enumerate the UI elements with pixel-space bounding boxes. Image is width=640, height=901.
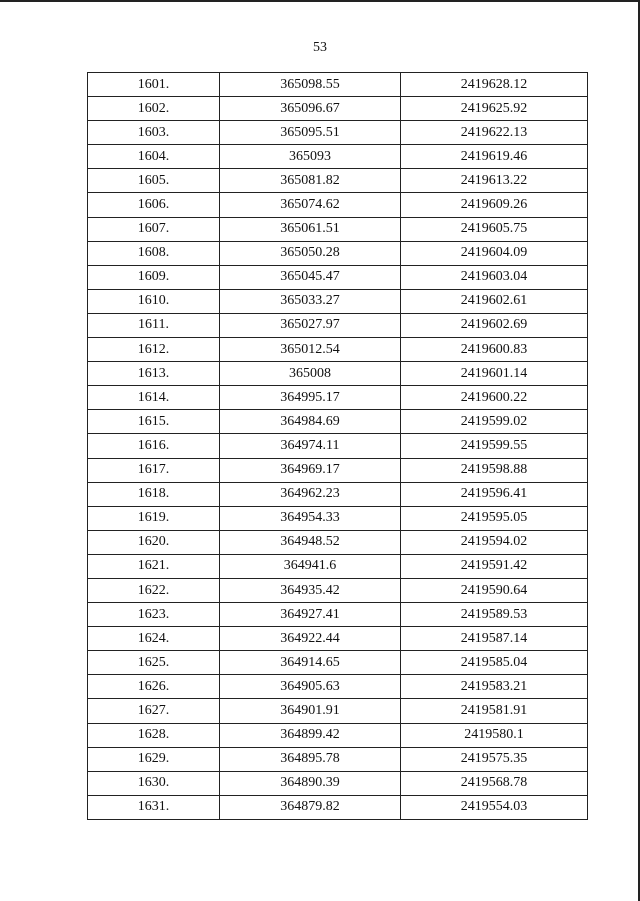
y-coordinate-cell: 2419625.92: [401, 97, 588, 121]
point-number-cell: 1602.: [88, 97, 220, 121]
point-number-cell: 1631.: [88, 795, 220, 819]
point-number-cell: 1619.: [88, 506, 220, 530]
x-coordinate-cell: 365012.54: [220, 338, 401, 362]
x-coordinate-cell: 364974.11: [220, 434, 401, 458]
point-number-cell: 1616.: [88, 434, 220, 458]
table-row: [88, 747, 588, 771]
y-coordinate-cell: 2419628.12: [401, 73, 588, 97]
x-coordinate-cell: 365096.67: [220, 97, 401, 121]
point-number-cell: 1612.: [88, 338, 220, 362]
y-coordinate-cell: 2419605.75: [401, 217, 588, 241]
point-number-cell: 1630.: [88, 771, 220, 795]
y-coordinate-cell: 2419613.22: [401, 169, 588, 193]
table-row: [88, 554, 588, 578]
x-coordinate-cell: 364927.41: [220, 603, 401, 627]
point-number-cell: 1623.: [88, 603, 220, 627]
y-coordinate-cell: 2419599.02: [401, 410, 588, 434]
y-coordinate-cell: 2419602.69: [401, 313, 588, 337]
table-row: [88, 723, 588, 747]
table-row: [88, 241, 588, 265]
y-coordinate-cell: 2419602.61: [401, 289, 588, 313]
point-number-cell: 1620.: [88, 530, 220, 554]
x-coordinate-cell: 364914.65: [220, 651, 401, 675]
point-number-cell: 1617.: [88, 458, 220, 482]
x-coordinate-cell: 364941.6: [220, 554, 401, 578]
x-coordinate-cell: 365093: [220, 145, 401, 169]
x-coordinate-cell: 364901.91: [220, 699, 401, 723]
point-number-cell: 1601.: [88, 73, 220, 97]
table-row: [88, 651, 588, 675]
table-row: [88, 338, 588, 362]
y-coordinate-cell: 2419585.04: [401, 651, 588, 675]
y-coordinate-cell: 2419599.55: [401, 434, 588, 458]
page-number: 53: [313, 40, 327, 55]
y-coordinate-cell: 2419580.1: [401, 723, 588, 747]
point-number-cell: 1615.: [88, 410, 220, 434]
point-number-cell: 1605.: [88, 169, 220, 193]
x-coordinate-cell: 364984.69: [220, 410, 401, 434]
y-coordinate-cell: 2419619.46: [401, 145, 588, 169]
table-row: [88, 627, 588, 651]
point-number-cell: 1610.: [88, 289, 220, 313]
y-coordinate-cell: 2419575.35: [401, 747, 588, 771]
x-coordinate-cell: 365050.28: [220, 241, 401, 265]
y-coordinate-cell: 2419581.91: [401, 699, 588, 723]
y-coordinate-cell: 2419598.88: [401, 458, 588, 482]
y-coordinate-cell: 2419600.83: [401, 338, 588, 362]
point-number-cell: 1628.: [88, 723, 220, 747]
table-row: [88, 362, 588, 386]
y-coordinate-cell: 2419601.14: [401, 362, 588, 386]
table-row: [88, 121, 588, 145]
y-coordinate-cell: 2419604.09: [401, 241, 588, 265]
point-number-cell: 1609.: [88, 265, 220, 289]
table-row: [88, 771, 588, 795]
x-coordinate-cell: 364995.17: [220, 386, 401, 410]
table-row: [88, 289, 588, 313]
point-number-cell: 1625.: [88, 651, 220, 675]
point-number-cell: 1626.: [88, 675, 220, 699]
x-coordinate-cell: 364922.44: [220, 627, 401, 651]
table-row: [88, 193, 588, 217]
table-row: [88, 675, 588, 699]
point-number-cell: 1627.: [88, 699, 220, 723]
y-coordinate-cell: 2419622.13: [401, 121, 588, 145]
table-row: [88, 699, 588, 723]
x-coordinate-cell: 364962.23: [220, 482, 401, 506]
y-coordinate-cell: 2419554.03: [401, 795, 588, 819]
point-number-cell: 1629.: [88, 747, 220, 771]
x-coordinate-cell: 365033.27: [220, 289, 401, 313]
point-number-cell: 1607.: [88, 217, 220, 241]
y-coordinate-cell: 2419609.26: [401, 193, 588, 217]
x-coordinate-cell: 364969.17: [220, 458, 401, 482]
table-row: [88, 73, 588, 97]
y-coordinate-cell: 2419596.41: [401, 482, 588, 506]
y-coordinate-cell: 2419591.42: [401, 554, 588, 578]
y-coordinate-cell: 2419587.14: [401, 627, 588, 651]
table-row: [88, 434, 588, 458]
table-row: [88, 578, 588, 602]
coordinates-table-body: [88, 73, 588, 820]
y-coordinate-cell: 2419600.22: [401, 386, 588, 410]
point-number-cell: 1608.: [88, 241, 220, 265]
x-coordinate-cell: 365027.97: [220, 313, 401, 337]
table-row: [88, 97, 588, 121]
x-coordinate-cell: 364935.42: [220, 578, 401, 602]
point-number-cell: 1611.: [88, 313, 220, 337]
point-number-cell: 1621.: [88, 554, 220, 578]
y-coordinate-cell: 2419595.05: [401, 506, 588, 530]
y-coordinate-cell: 2419589.53: [401, 603, 588, 627]
table-row: [88, 458, 588, 482]
table-row: [88, 265, 588, 289]
coordinates-table: [87, 72, 588, 820]
point-number-cell: 1622.: [88, 578, 220, 602]
x-coordinate-cell: 365008: [220, 362, 401, 386]
x-coordinate-cell: 364895.78: [220, 747, 401, 771]
table-row: [88, 386, 588, 410]
x-coordinate-cell: 364879.82: [220, 795, 401, 819]
point-number-cell: 1618.: [88, 482, 220, 506]
table-row: [88, 313, 588, 337]
table-row: [88, 169, 588, 193]
x-coordinate-cell: 364890.39: [220, 771, 401, 795]
y-coordinate-cell: 2419590.64: [401, 578, 588, 602]
point-number-cell: 1606.: [88, 193, 220, 217]
x-coordinate-cell: 365074.62: [220, 193, 401, 217]
x-coordinate-cell: 365045.47: [220, 265, 401, 289]
x-coordinate-cell: 365081.82: [220, 169, 401, 193]
x-coordinate-cell: 365095.51: [220, 121, 401, 145]
table-row: [88, 217, 588, 241]
x-coordinate-cell: 364954.33: [220, 506, 401, 530]
x-coordinate-cell: 364905.63: [220, 675, 401, 699]
y-coordinate-cell: 2419603.04: [401, 265, 588, 289]
point-number-cell: 1604.: [88, 145, 220, 169]
y-coordinate-cell: 2419594.02: [401, 530, 588, 554]
page-border-top: [0, 0, 640, 2]
table-row: [88, 145, 588, 169]
table-row: [88, 530, 588, 554]
table-row: [88, 603, 588, 627]
point-number-cell: 1624.: [88, 627, 220, 651]
x-coordinate-cell: 365098.55: [220, 73, 401, 97]
table-row: [88, 482, 588, 506]
point-number-cell: 1614.: [88, 386, 220, 410]
table-row: [88, 410, 588, 434]
y-coordinate-cell: 2419583.21: [401, 675, 588, 699]
point-number-cell: 1613.: [88, 362, 220, 386]
table-row: [88, 795, 588, 819]
y-coordinate-cell: 2419568.78: [401, 771, 588, 795]
point-number-cell: 1603.: [88, 121, 220, 145]
table-row: [88, 506, 588, 530]
x-coordinate-cell: 364948.52: [220, 530, 401, 554]
x-coordinate-cell: 364899.42: [220, 723, 401, 747]
x-coordinate-cell: 365061.51: [220, 217, 401, 241]
